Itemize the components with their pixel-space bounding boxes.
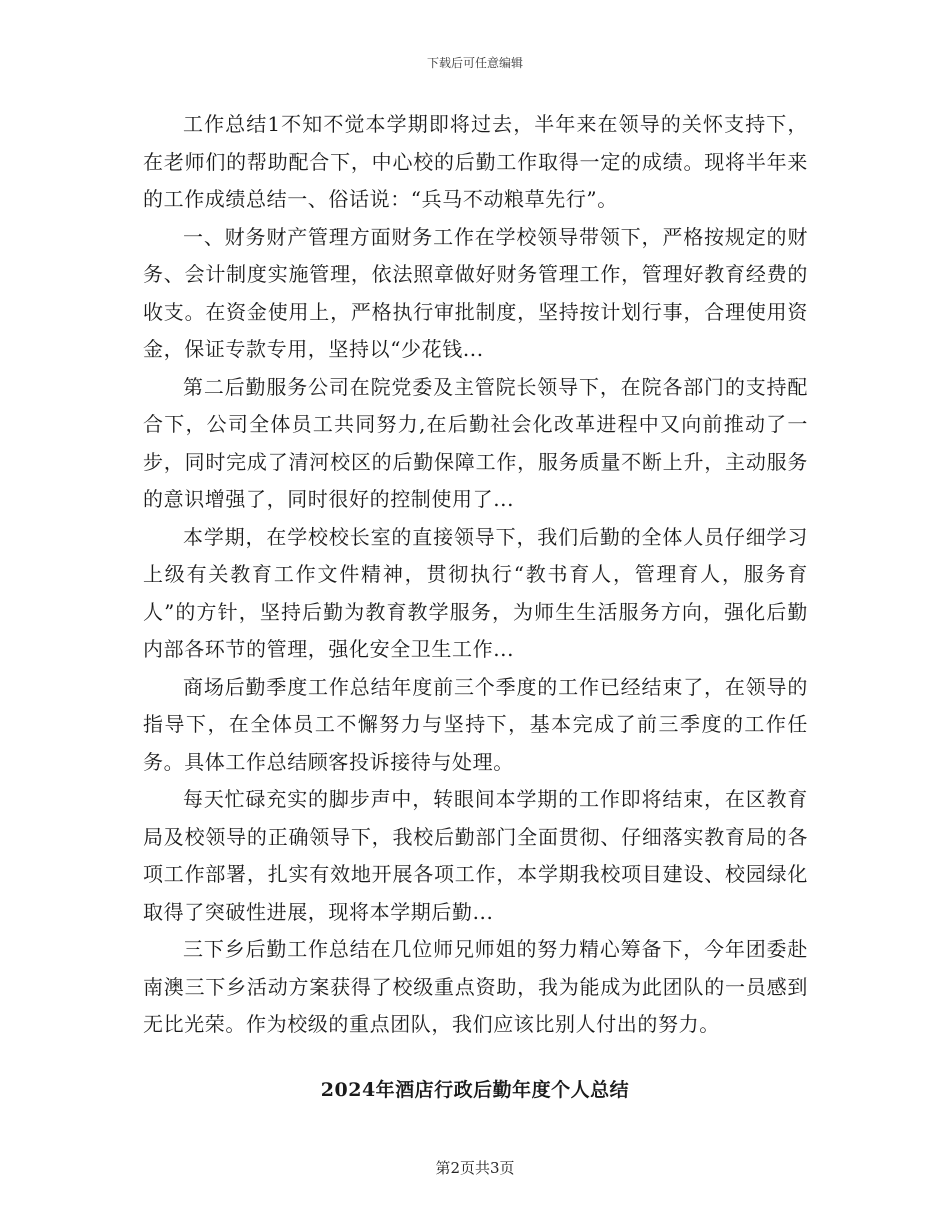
paragraph-6: 每天忙碌充实的脚步声中，转眼间本学期的工作即将结束，在区教育局及校领导的正确领导下，我校后勤部门全面贯彻、仔细落实教育局的各项工作部署，扎实有效地开展各项工作，本学期我校项目建设、校园绿化取得了突破性进展，现将本学期后勤... xyxy=(143,787,808,924)
document-title: 2024年酒店行政后勤年度个人总结 xyxy=(320,1079,630,1101)
paragraph-5: 商场后勤季度工作总结年度前三个季度的工作已经结束了，在领导的指导下，在全体员工不懈努力与坚持下，基本完成了前三季度的工作任务。具体工作总结顾客投诉接待与处理。 xyxy=(143,674,808,774)
paragraph-2: 一、财务财产管理方面财务工作在学校领导带领下，严格按规定的财务、会计制度实施管理，依法照章做好财务管理工作，管理好教育经费的收支。在资金使用上，严格执行审批制度，坚持按计划行事，合理使用资金，保证专款专用，坚持以“少花钱... xyxy=(143,224,808,361)
document-body xyxy=(143,106,808,1044)
paragraph-7: 三下乡后勤工作总结在几位师兄师姐的努力精心筹备下，今年团委赴南澳三下乡活动方案获得了校级重点资助，我为能成为此团队的一员感到无比光荣。作为校级的重点团队，我们应该比别人付出的努力。 xyxy=(143,937,808,1036)
page-header: 下载后可任意编辑 xyxy=(426,56,523,70)
paragraph-4: 本学期，在学校校长室的直接领导下，我们后勤的全体人员仔细学习上级有关教育工作文件精神，贯彻执行“教书育人，管理育人，服务育人”的方针，坚持后勤为教育教学服务，为师生生活服务方向，强化后勤内部各环节的管理，强化安全卫生工作... xyxy=(143,524,808,661)
paragraph-3: 第二后勤服务公司在院党委及主管院长领导下，在院各部门的支持配合下，公司全体员工共同努力,在后勤社会化改革进程中又向前推动了一步，同时完成了清河校区的后勤保障工作，服务质量不断上升，主动服务的意识增强了，同时很好的控制使用了... xyxy=(143,374,808,511)
page-number: 第2页共3页 xyxy=(435,1159,515,1177)
paragraph-1: 工作总结1不知不觉本学期即将过去，半年来在领导的关怀支持下，在老师们的帮助配合下，中心校的后勤工作取得一定的成绩。现将半年来的工作成绩总结一、俗话说：“兵马不动粮草先行”。 xyxy=(143,112,808,211)
